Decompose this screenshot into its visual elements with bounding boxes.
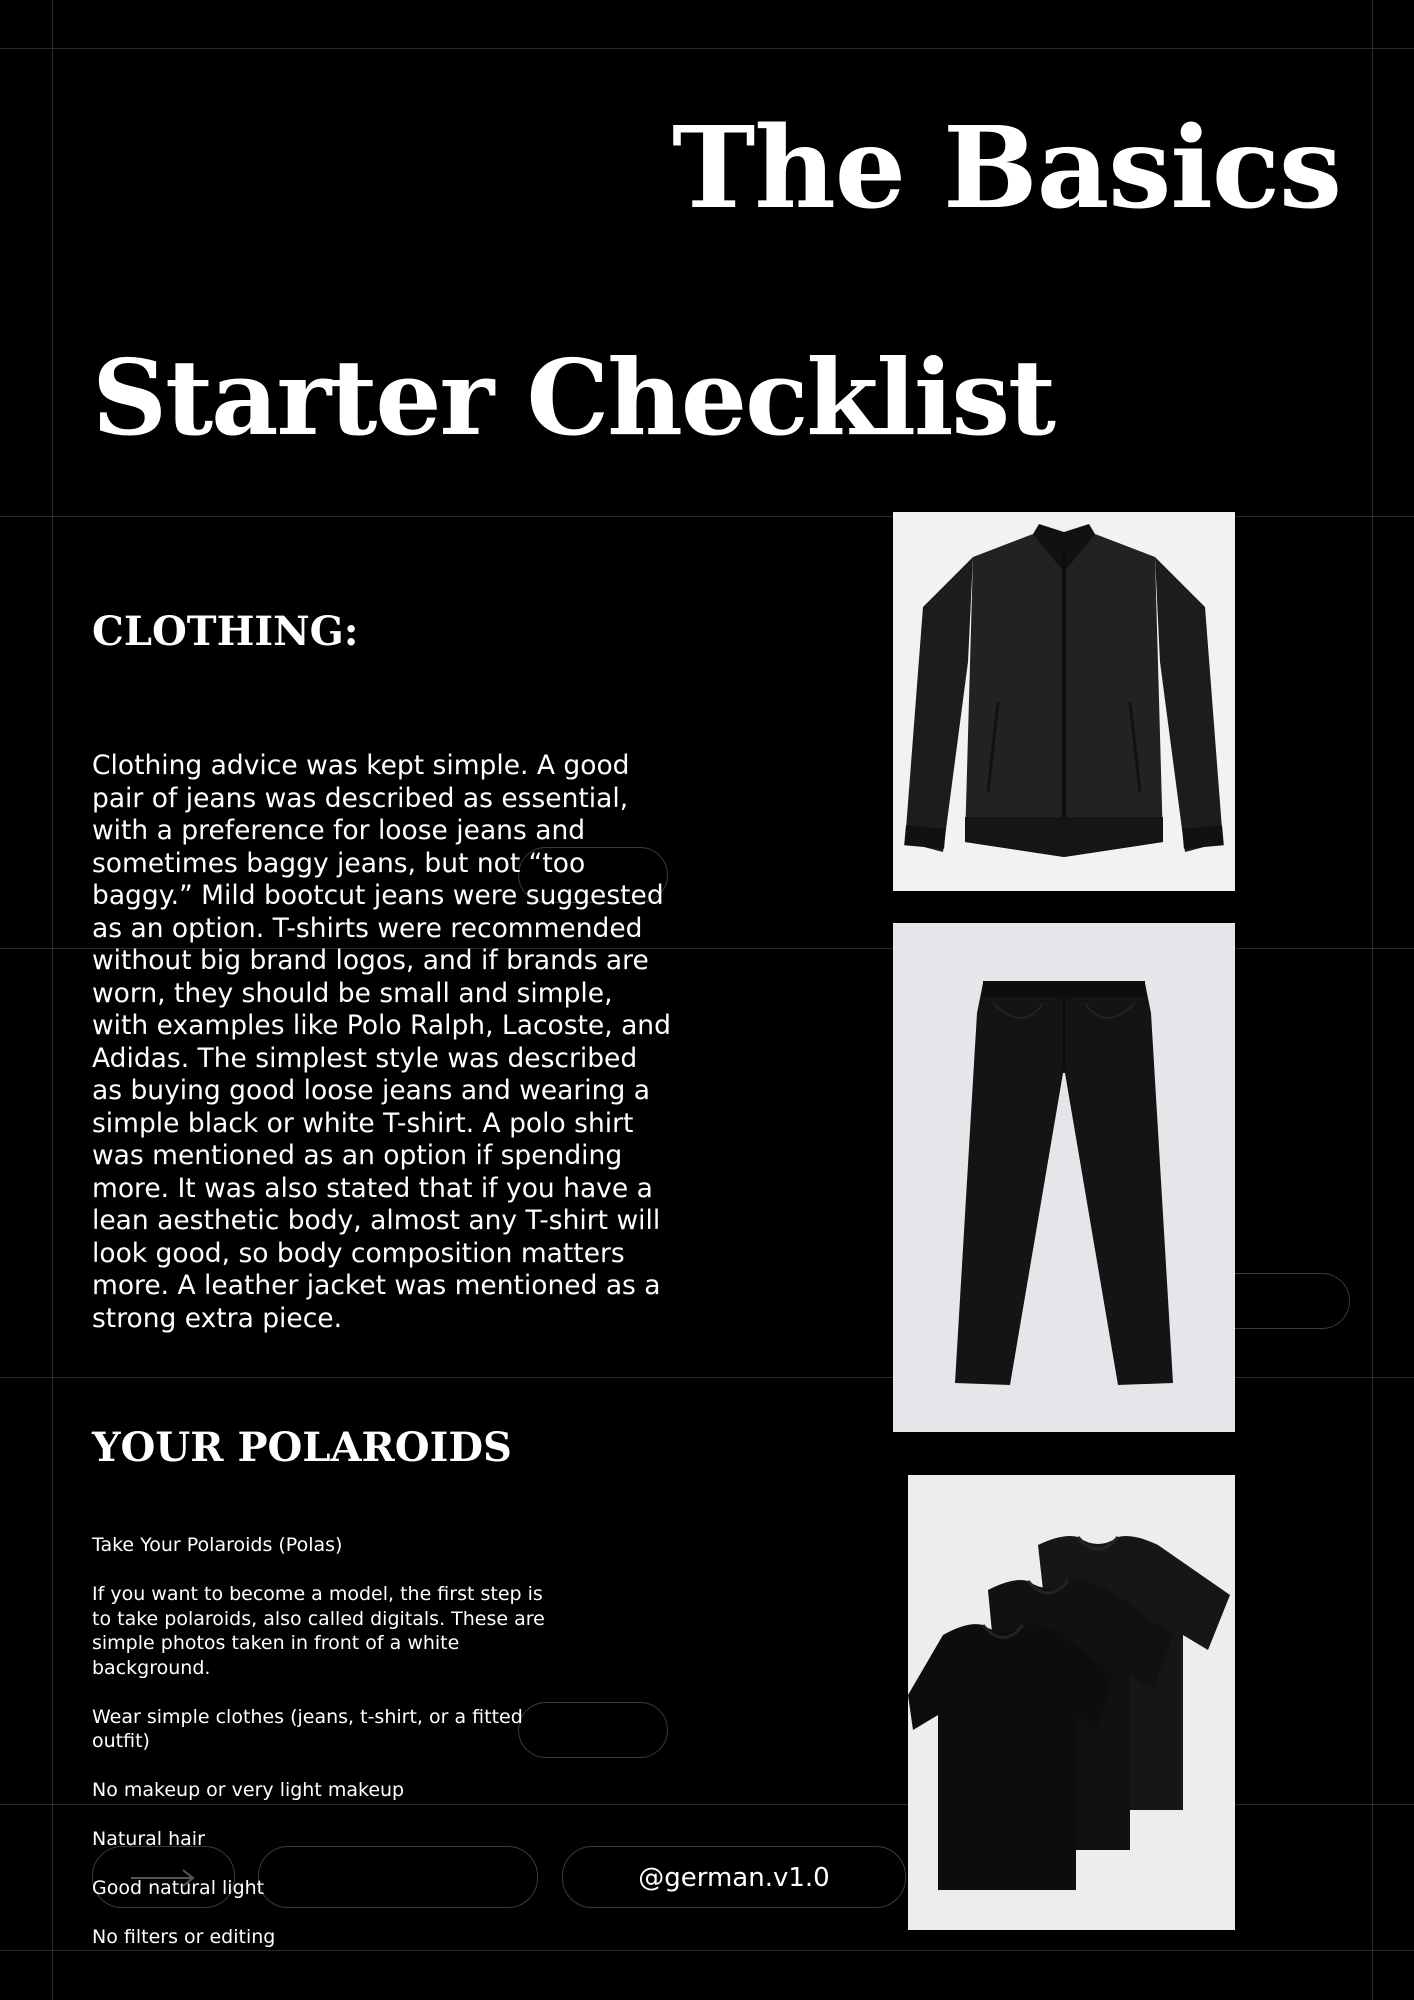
grid-line (0, 48, 1414, 49)
list-item: If you want to become a model, the first step is to take polaroids, also called digitals. These are simple photos taken in front of a white background. (92, 1583, 545, 1679)
black-jeans-photo (893, 923, 1235, 1432)
list-item: No makeup or very light makeup (92, 1779, 405, 1801)
page-title: The Basics (672, 103, 1342, 234)
list-item: Take Your Polaroids (Polas) (92, 1534, 343, 1556)
list-item: Wear simple clothes (jeans, t-shirt, or a fitted outfit) (92, 1705, 523, 1752)
list-item: Good natural light (92, 1877, 265, 1899)
clothing-heading: CLOTHING: (92, 608, 359, 655)
grid-line (52, 0, 53, 2000)
social-handle[interactable]: @german.v1.0 (638, 1863, 830, 1893)
black-tshirts-photo (908, 1475, 1235, 1930)
leather-jacket-photo (893, 512, 1235, 891)
page-subtitle: Starter Checklist (92, 336, 1055, 459)
list-item: Natural hair (92, 1828, 205, 1850)
clothing-body: Clothing advice was kept simple. A good pair of jeans was described as essential, with a preference for loose jeans and sometimes baggy jeans, but not “too baggy.” Mild bootcut jeans were suggested as an option. T-shirts were recommended without big brand logos, and if brands are worn, they should be small and simple, with examples like Polo Ralph, Lacoste, and Adidas. The simplest style was described as buying good loose jeans and wearing a simple black or white T-shirt. A polo shirt was mentioned as an option if spending more. It was also stated that if you have a lean aesthetic body, almost any T-shirt will look good, so body composition matters more. A leather jacket was mentioned as a strong extra piece. (92, 750, 671, 1334)
list-item: No filters or editing (92, 1926, 276, 1948)
grid-line (1372, 0, 1373, 2000)
polaroids-heading: YOUR POLAROIDS (92, 1424, 512, 1471)
polaroids-list (92, 1533, 552, 1974)
